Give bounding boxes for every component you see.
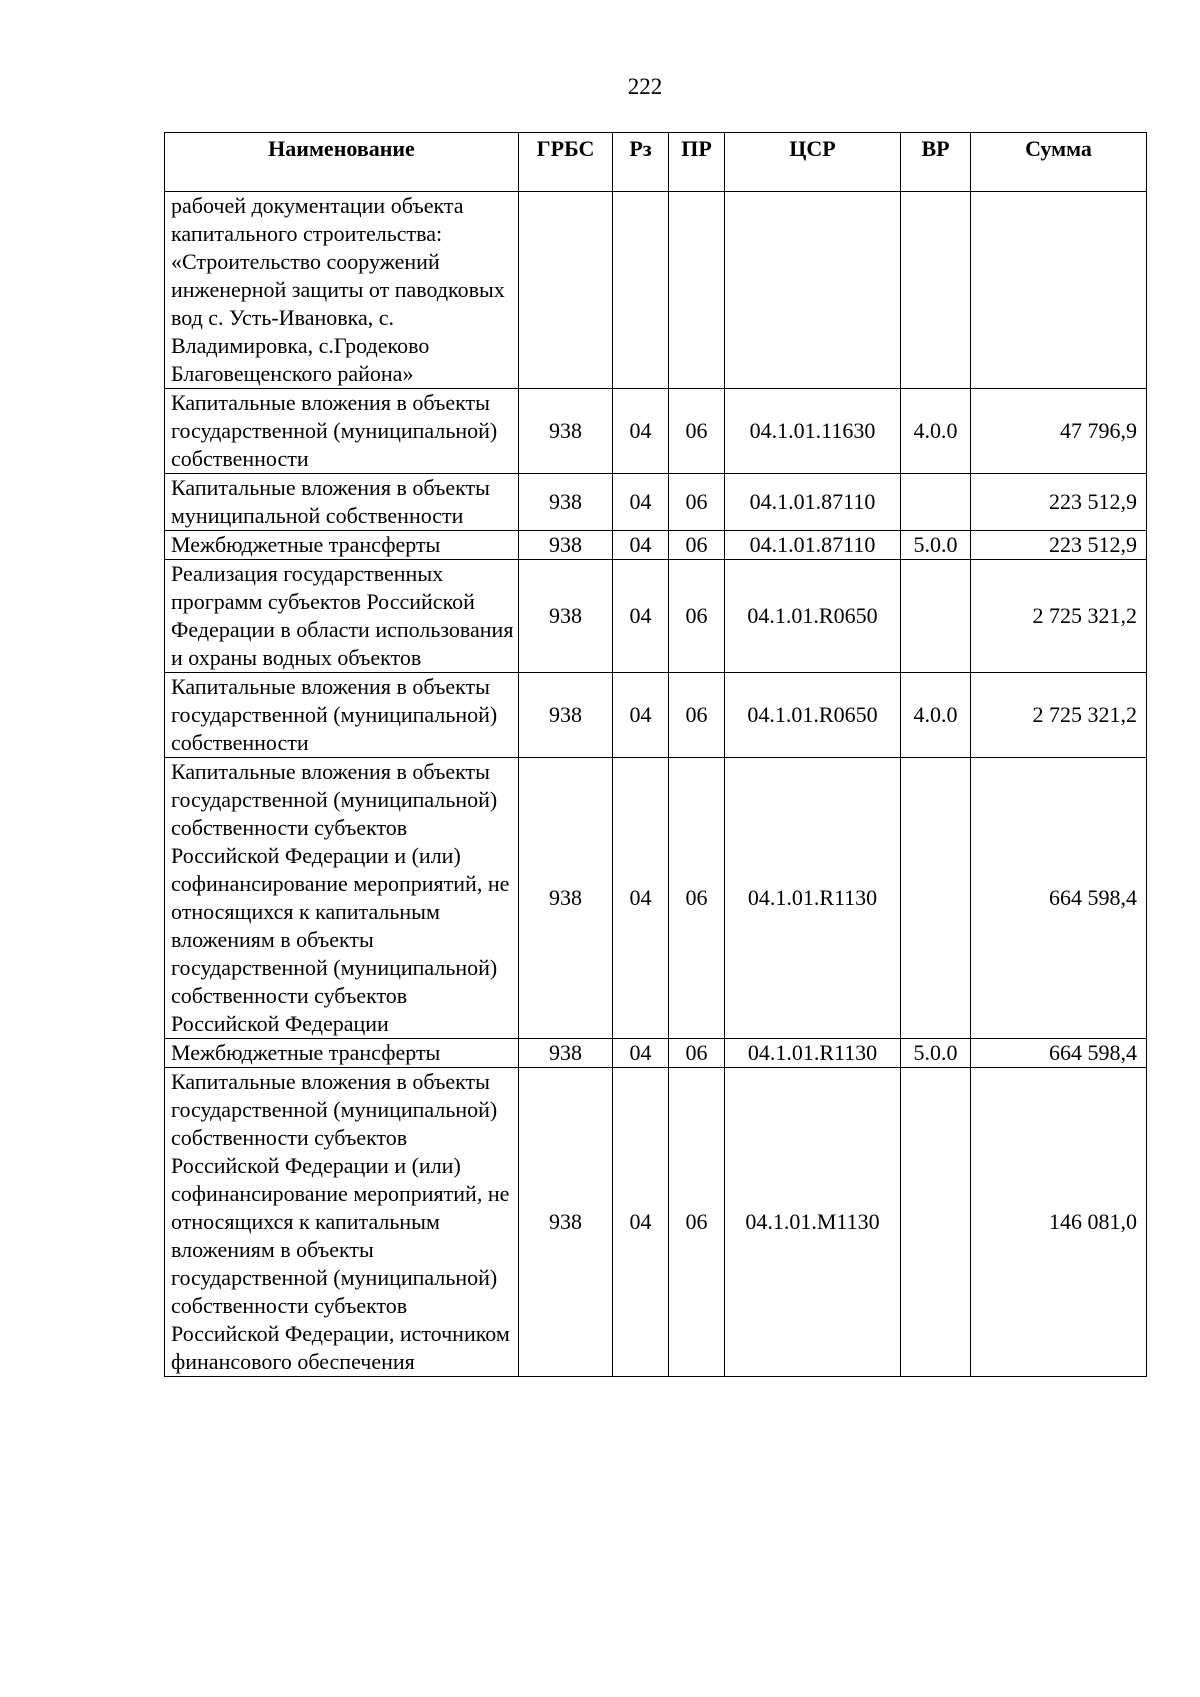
cell-sum [971, 192, 1147, 389]
cell-rz: 04 [613, 1039, 669, 1068]
cell-csr: 04.1.01.11630 [725, 389, 901, 474]
header-vr: ВР [901, 133, 971, 192]
cell-grbs: 938 [519, 673, 613, 758]
header-csr: ЦСР [725, 133, 901, 192]
cell-pr: 06 [669, 1039, 725, 1068]
cell-rz: 04 [613, 758, 669, 1039]
table-row [165, 531, 1147, 560]
table-row [165, 192, 1147, 389]
cell-sum: 2 725 321,2 [971, 560, 1147, 673]
table-row [165, 474, 1147, 531]
cell-pr: 06 [669, 474, 725, 531]
table-row [165, 560, 1147, 673]
table-row [165, 1039, 1147, 1068]
cell-csr: 04.1.01.R1130 [725, 1039, 901, 1068]
cell-rz: 04 [613, 389, 669, 474]
cell-vr [901, 1068, 971, 1377]
cell-name: Реализация государственных программ субъектов Российской Федерации в области использования и охраны водных объектов [165, 560, 519, 673]
cell-vr [901, 560, 971, 673]
budget-table [164, 132, 1147, 1377]
header-name: Наименование [165, 133, 519, 192]
cell-name: Капитальные вложения в объекты государственной (муниципальной) собственности [165, 673, 519, 758]
cell-sum: 664 598,4 [971, 758, 1147, 1039]
cell-sum: 146 081,0 [971, 1068, 1147, 1377]
cell-csr: 04.1.01.R0650 [725, 560, 901, 673]
cell-sum: 664 598,4 [971, 1039, 1147, 1068]
cell-grbs: 938 [519, 758, 613, 1039]
cell-csr: 04.1.01.M1130 [725, 1068, 901, 1377]
cell-grbs [519, 192, 613, 389]
cell-sum: 223 512,9 [971, 474, 1147, 531]
cell-pr: 06 [669, 560, 725, 673]
table-row [165, 1068, 1147, 1377]
cell-name: Межбюджетные трансферты [165, 1039, 519, 1068]
cell-csr: 04.1.01.R0650 [725, 673, 901, 758]
table-header-row [165, 133, 1147, 192]
cell-sum: 2 725 321,2 [971, 673, 1147, 758]
cell-sum: 223 512,9 [971, 531, 1147, 560]
cell-name: Капитальные вложения в объекты государственной (муниципальной) собственности субъектов Российской Федерации и (или) софинансирование мероприятий, не относящихся к капитальным вложениям в объекты государственной (муниципальной) собственности субъектов Российской Федерации, источником финансового обеспечения [165, 1068, 519, 1377]
cell-grbs: 938 [519, 1039, 613, 1068]
cell-vr: 5.0.0 [901, 531, 971, 560]
header-grbs: ГРБС [519, 133, 613, 192]
cell-pr: 06 [669, 389, 725, 474]
cell-pr: 06 [669, 531, 725, 560]
cell-pr: 06 [669, 758, 725, 1039]
cell-rz: 04 [613, 531, 669, 560]
cell-name: Капитальные вложения в объекты государственной (муниципальной) собственности субъектов Российской Федерации и (или) софинансирование мероприятий, не относящихся к капитальным вложениям в объекты государственной (муниципальной) собственности субъектов Российской Федерации [165, 758, 519, 1039]
cell-rz: 04 [613, 1068, 669, 1377]
page-number: 222 [627, 74, 663, 99]
cell-grbs: 938 [519, 1068, 613, 1377]
cell-csr [725, 192, 901, 389]
table-row [165, 389, 1147, 474]
cell-vr [901, 474, 971, 531]
cell-rz: 04 [613, 673, 669, 758]
cell-grbs: 938 [519, 531, 613, 560]
cell-name: Капитальные вложения в объекты государственной (муниципальной) собственности [165, 389, 519, 474]
header-rz: Рз [613, 133, 669, 192]
cell-pr: 06 [669, 673, 725, 758]
cell-grbs: 938 [519, 474, 613, 531]
table-row [165, 673, 1147, 758]
cell-vr: 4.0.0 [901, 389, 971, 474]
cell-vr: 4.0.0 [901, 673, 971, 758]
cell-name: рабочей документации объекта капитального строительства: «Строительство сооружений инженерной защиты от паводковых вод с. Усть-Ивановка, с. Владимировка, с.Гродеково Благовещенского района» [165, 192, 519, 389]
cell-rz [613, 192, 669, 389]
cell-csr: 04.1.01.R1130 [725, 758, 901, 1039]
cell-pr: 06 [669, 1068, 725, 1377]
cell-csr: 04.1.01.87110 [725, 531, 901, 560]
header-pr: ПР [669, 133, 725, 192]
table-row [165, 758, 1147, 1039]
cell-rz: 04 [613, 474, 669, 531]
cell-grbs: 938 [519, 560, 613, 673]
cell-vr: 5.0.0 [901, 1039, 971, 1068]
cell-name: Межбюджетные трансферты [165, 531, 519, 560]
header-sum: Сумма [971, 133, 1147, 192]
cell-vr [901, 758, 971, 1039]
cell-sum: 47 796,9 [971, 389, 1147, 474]
cell-pr [669, 192, 725, 389]
cell-csr: 04.1.01.87110 [725, 474, 901, 531]
cell-grbs: 938 [519, 389, 613, 474]
cell-vr [901, 192, 971, 389]
cell-rz: 04 [613, 560, 669, 673]
cell-name: Капитальные вложения в объекты муниципальной собственности [165, 474, 519, 531]
